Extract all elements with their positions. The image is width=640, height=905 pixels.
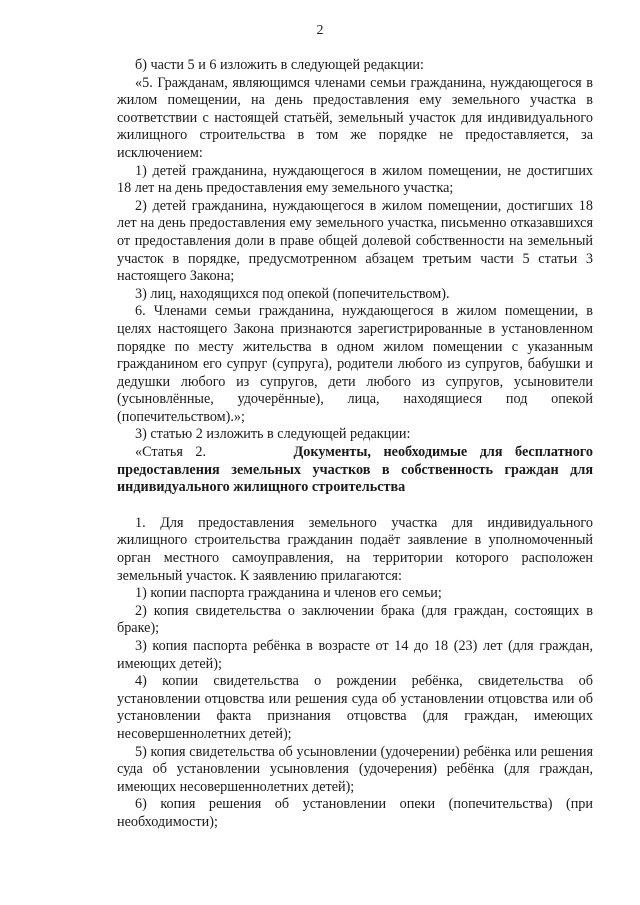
- list-item-exception-2: 2) детей гражданина, нуждающегося в жилом помещении, достигших 18 лет на день предоставления ему земельного участка, письменно отказавшихся от предоставления доли в праве общей долевой собственности на земельный участок в порядке, предусмотренном абзацем третьим части 5 статьи 3 настоящего Закона;: [117, 197, 593, 285]
- document-body: [117, 57, 593, 832]
- paragraph-part-5: «5. Гражданам, являющимся членами семьи гражданина, нуждающегося в жилом помещении, на день предоставления ему земельного участка в соответствии с настоящей статьёй, земельный участок для индивидуального жилищного строительства в том же порядке не предоставляется, за исключением:: [117, 74, 593, 161]
- page-number: 2: [316, 23, 324, 38]
- article-prefix: «Статья 2.: [135, 444, 207, 461]
- paragraph-article-part-1: 1. Для предоставления земельного участка для индивидуального жилищного строительства гражданин подаёт заявление в уполномоченный орган местного самоуправления, на территории которого расположен земельный участок. К заявлению прилагаются:: [117, 514, 593, 584]
- paragraph-amend-parts: б) части 5 и 6 изложить в следующей редакции:: [135, 57, 424, 73]
- list-item-doc-5: 5) копия свидетельства об усыновлении (удочерении) ребёнка или решения суда об установлении усыновления (удочерения) ребёнка (для граждан, имеющих несовершеннолетних детей);: [117, 743, 593, 795]
- paragraph-amend-article-2: 3) статью 2 изложить в следующей редакции:: [135, 426, 411, 443]
- spacer: [117, 497, 593, 515]
- list-item-exception-3: 3) лиц, находящихся под опекой (попечительством).: [135, 285, 450, 302]
- list-item-exception-1: 1) детей гражданина, нуждающегося в жилом помещении, не достигших 18 лет на день предоставления ему земельного участка;: [117, 162, 593, 197]
- list-item-doc-6: 6) копия решения об установлении опеки (попечительства) (при необходимости);: [117, 796, 593, 830]
- list-item-doc-4: 4) копии свидетельства о рождении ребёнка, свидетельства об установлении отцовства или решения суда об установлении отцовства или об установлении факта признания отцовства (для граждан, имеющих несовершеннолетних детей);: [117, 673, 593, 742]
- article-title: Документы, необходимые для бесплатного предоставления земельных участков в собственность граждан для индивидуального жилищного строительства: [117, 444, 593, 496]
- list-item-doc-3: 3) копия паспорта ребёнка в возрасте от 14 до 18 (23) лет (для граждан, имеющих детей);: [117, 638, 593, 672]
- article-heading: [117, 444, 593, 497]
- paragraph-part-6: 6. Членами семьи гражданина, нуждающегося в жилом помещении, в целях настоящего Закона признаются зарегистрированные в установленном порядке по месту жительства в одном жилом помещении с указанным гражданином его супруг (супруга), родители любого из супругов, бабушки и дедушки любого из супругов, дети любого из супругов, усыновители (усыновлённые, удочерённые), лица, находящиеся под опекой (попечительством).»;: [117, 303, 593, 425]
- list-item-doc-2: 2) копия свидетельства о заключении брака (для граждан, состоящих в браке);: [117, 602, 593, 637]
- list-item-doc-1: 1) копии паспорта гражданина и членов его семьи;: [135, 585, 442, 602]
